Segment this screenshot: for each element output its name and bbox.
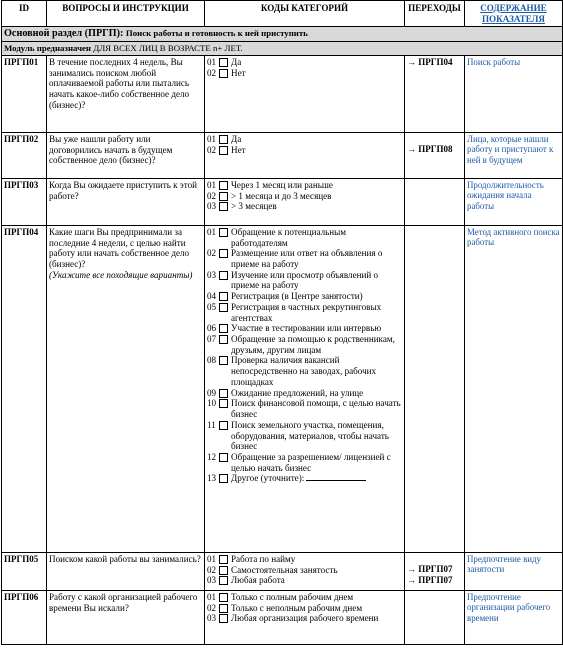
questionnaire-sheet <box>1 0 562 645</box>
answer-label: Любая организация рабочего времени <box>231 613 379 624</box>
transitions-cell <box>405 590 465 644</box>
question-id: ПРГП04 <box>2 225 47 552</box>
codes-cell <box>205 132 405 178</box>
answer-label: Обращение за помощью к родственникам, друзьям, другим лицам <box>231 334 395 355</box>
answer-code: 01 <box>207 226 217 237</box>
answer-checkbox[interactable] <box>219 202 228 211</box>
module-text: ДЛЯ ВСЕХ ЛИЦ В ВОЗРАСТЕ n+ ЛЕТ. <box>93 43 243 54</box>
answer-checkbox[interactable] <box>219 614 228 623</box>
answer-code: 12 <box>207 451 217 462</box>
answer-label: Поиск финансовой помощи, с целью начать бизнес <box>231 398 401 420</box>
answer-label: Регистрация (в Центре занятости) <box>231 291 363 302</box>
answer-checkbox[interactable] <box>219 135 228 144</box>
answer-label: > 3 месяцев <box>231 201 277 212</box>
answer-label: Любая работа <box>231 575 285 586</box>
answer-code: 08 <box>207 355 217 366</box>
questionnaire-table <box>1 0 563 645</box>
answer-code: 02 <box>207 248 217 259</box>
answer-code: 01 <box>207 591 217 602</box>
answer-checkbox[interactable] <box>219 146 228 155</box>
answer-option <box>207 420 402 452</box>
header-questions: ВОПРОСЫ И ИНСТРУКЦИИ <box>47 1 205 27</box>
answer-code: 01 <box>207 179 217 190</box>
answer-option <box>207 180 402 191</box>
answer-code: 02 <box>207 564 217 575</box>
answer-label: Регистрация в частных рекрутинговых агентствах <box>231 301 382 323</box>
answer-code: 02 <box>207 144 217 155</box>
answer-checkbox[interactable] <box>219 555 228 564</box>
section-subtitle: Поиск работы и готовность к ней приступить <box>125 28 308 39</box>
answer-label: Обращение за разрешением/ лицензией с целью начать бизнес <box>231 451 391 473</box>
answer-checkbox[interactable] <box>219 604 228 613</box>
transition-text: → ПРГП04 <box>407 56 453 67</box>
indicator-text: Продолжительность ожидания начала работы <box>465 178 563 225</box>
answer-label: Ожидание предложений, на улице <box>231 387 364 398</box>
answer-checkbox[interactable] <box>219 421 228 430</box>
transitions-cell <box>405 552 465 590</box>
answer-option <box>207 248 402 269</box>
codes-cell <box>205 178 405 225</box>
answer-option <box>207 398 402 419</box>
question-row <box>2 55 563 132</box>
answer-code: 11 <box>207 419 216 430</box>
question-cell <box>47 590 205 644</box>
question-cell <box>47 225 205 552</box>
indicator-text: Поиск работы <box>465 55 563 132</box>
answer-label: Изучение или просмотр объявлений о приеме на работу <box>231 269 379 291</box>
question-cell <box>47 132 205 178</box>
answer-checkbox[interactable] <box>219 292 228 301</box>
answer-checkbox[interactable] <box>219 576 228 585</box>
answer-code: 07 <box>207 334 217 345</box>
answer-option <box>207 554 402 565</box>
answer-label: Да <box>231 133 242 144</box>
answer-option <box>207 191 402 202</box>
question-text: Поиском какой работы вы занимались? <box>49 553 201 564</box>
transitions-cell <box>405 178 465 225</box>
header-id: ID <box>2 1 47 27</box>
answer-code: 03 <box>207 575 217 586</box>
answer-label: Размещение или ответ на объявления о приеме на работу <box>231 248 383 269</box>
answer-code: 09 <box>207 387 217 398</box>
question-id: ПРГП05 <box>2 552 47 590</box>
answer-option <box>207 388 402 399</box>
module-label: Модуль предназначен <box>4 43 91 54</box>
indicator-text: Лица, которые нашли работу и приступают к ней в будущем <box>465 132 563 178</box>
answer-label: Да <box>231 56 242 67</box>
answer-checkbox[interactable] <box>219 192 228 201</box>
answer-checkbox[interactable] <box>219 324 228 333</box>
question-text: Вы уже нашли работу или договорились начать в будущем собственное дело (бизнес)? <box>49 133 173 166</box>
section-title-text: Основной раздел (ПРГП): <box>4 28 124 40</box>
answer-option <box>207 575 402 586</box>
answer-label: Нет <box>231 67 246 78</box>
module-row <box>2 42 563 55</box>
question-row <box>2 132 563 178</box>
answer-option <box>207 452 402 473</box>
header-row <box>2 1 563 27</box>
indicator-text: Метод активного поиска работы <box>465 225 563 552</box>
answer-code: 01 <box>207 133 217 144</box>
answer-option <box>207 227 402 248</box>
codes-cell <box>205 55 405 132</box>
indicator-text: Предпочтение организации рабочего времени <box>465 590 563 644</box>
transition-text <box>407 134 462 145</box>
question-id: ПРГП03 <box>2 178 47 225</box>
answer-option <box>207 613 402 624</box>
question-cell <box>47 552 205 590</box>
question-id: ПРГП06 <box>2 590 47 644</box>
answer-label: Поиск земельного участка, помещения, оборудования, материалов, чтобы начать бизнес <box>231 419 389 452</box>
transitions-cell <box>405 132 465 178</box>
answer-label: Работа по найму <box>231 553 296 564</box>
question-id: ПРГП01 <box>2 55 47 132</box>
section-title <box>2 27 563 42</box>
answer-code: 05 <box>207 301 217 312</box>
section-row <box>2 27 563 42</box>
transition-text <box>407 554 462 565</box>
transitions-cell <box>405 55 465 132</box>
answer-label: Участие в тестировании или интервью <box>231 323 382 334</box>
answer-option <box>207 592 402 603</box>
header-codes: КОДЫ КАТЕГОРИЙ <box>205 1 405 27</box>
answer-option <box>207 323 402 334</box>
answer-option <box>207 473 402 484</box>
answer-option <box>207 201 402 212</box>
answer-code: 04 <box>207 291 217 302</box>
question-cell <box>47 55 205 132</box>
transition-text <box>407 67 462 78</box>
answer-checkbox[interactable] <box>219 399 228 408</box>
header-indicator: СОДЕРЖАНИЕ ПОКАЗАТЕЛЯ <box>465 1 563 27</box>
specify-line[interactable] <box>306 480 366 481</box>
answer-code: 03 <box>207 613 217 624</box>
answer-code: 10 <box>207 398 217 409</box>
answer-code: 03 <box>207 201 217 212</box>
answer-checkbox[interactable] <box>219 593 228 602</box>
answer-label: Только с неполным рабочим днем <box>231 602 363 613</box>
answer-code: 01 <box>207 553 217 564</box>
indicator-text: Предпочтение виду занятости <box>465 552 563 590</box>
answer-code: 03 <box>207 269 217 280</box>
answer-label: Нет <box>231 144 246 155</box>
answer-option <box>207 355 402 387</box>
transition-text: → ПРГП07 <box>407 564 453 575</box>
answer-checkbox[interactable] <box>219 474 228 483</box>
answer-code: 02 <box>207 190 217 201</box>
answer-code: 01 <box>207 56 217 67</box>
header-transitions: ПЕРЕХОДЫ <box>405 1 465 27</box>
answer-code: 02 <box>207 67 217 78</box>
answer-label: Обращение к потенциальным работодателям <box>231 226 346 248</box>
answer-option <box>207 334 402 355</box>
answer-checkbox[interactable] <box>219 389 228 398</box>
module-note <box>2 42 563 55</box>
question-text: Работу с какой организацией рабочего времени Вы искали? <box>49 591 198 613</box>
answer-label: Только с полным рабочим днем <box>231 591 354 602</box>
answer-checkbox[interactable] <box>219 335 228 344</box>
question-row <box>2 225 563 552</box>
question-id: ПРГП02 <box>2 132 47 178</box>
answer-option <box>207 145 402 156</box>
answer-checkbox[interactable] <box>219 303 228 312</box>
question-row <box>2 178 563 225</box>
answer-label: > 1 месяца и до 3 месяцев <box>231 190 332 201</box>
question-instruction: (Укажите все походящие варианты) <box>49 269 193 280</box>
answer-code: 02 <box>207 602 217 613</box>
answer-code: 06 <box>207 323 217 334</box>
question-row <box>2 590 563 644</box>
transition-text: → ПРГП07 <box>407 575 453 586</box>
question-text: В течение последних 4 недель, Вы занимались поиском любой оплачиваемой работы или пытались начать какое-либо собственное дело (бизнес)? <box>49 56 190 110</box>
answer-option <box>207 57 402 68</box>
answer-option <box>207 68 402 79</box>
codes-cell <box>205 552 405 590</box>
answer-checkbox[interactable] <box>219 453 228 462</box>
answer-checkbox[interactable] <box>219 249 228 258</box>
answer-option <box>207 603 402 614</box>
answer-code: 13 <box>207 473 217 484</box>
answer-checkbox[interactable] <box>219 69 228 78</box>
answer-checkbox[interactable] <box>219 181 228 190</box>
answer-option <box>207 565 402 576</box>
question-text: Какие шаги Вы предпринимали за последние 4 недели, с целью найти работу или начать собственное дело (бизнес)? <box>49 226 190 269</box>
answer-checkbox[interactable] <box>219 271 228 280</box>
answer-label: Проверка наличия вакансий непосредственно на заводах, рабочих площадках <box>231 355 377 387</box>
answer-checkbox[interactable] <box>219 566 228 575</box>
answer-checkbox[interactable] <box>219 58 228 67</box>
answer-option <box>207 302 402 323</box>
question-cell <box>47 178 205 225</box>
answer-label: Самостоятельная занятость <box>231 564 338 575</box>
answer-checkbox[interactable] <box>219 228 228 237</box>
answer-label: Другое (уточните): <box>231 473 402 484</box>
transition-text: → ПРГП08 <box>407 144 453 155</box>
answer-checkbox[interactable] <box>219 356 228 365</box>
question-text: Когда Вы ожидаете приступить к этой работе? <box>49 179 197 201</box>
transitions-cell <box>405 225 465 552</box>
codes-cell <box>205 225 405 552</box>
answer-option <box>207 134 402 145</box>
answer-option <box>207 270 402 291</box>
answer-label: Через 1 месяц или раньше <box>231 179 333 190</box>
codes-cell <box>205 590 405 644</box>
question-row <box>2 552 563 590</box>
answer-option <box>207 291 402 302</box>
